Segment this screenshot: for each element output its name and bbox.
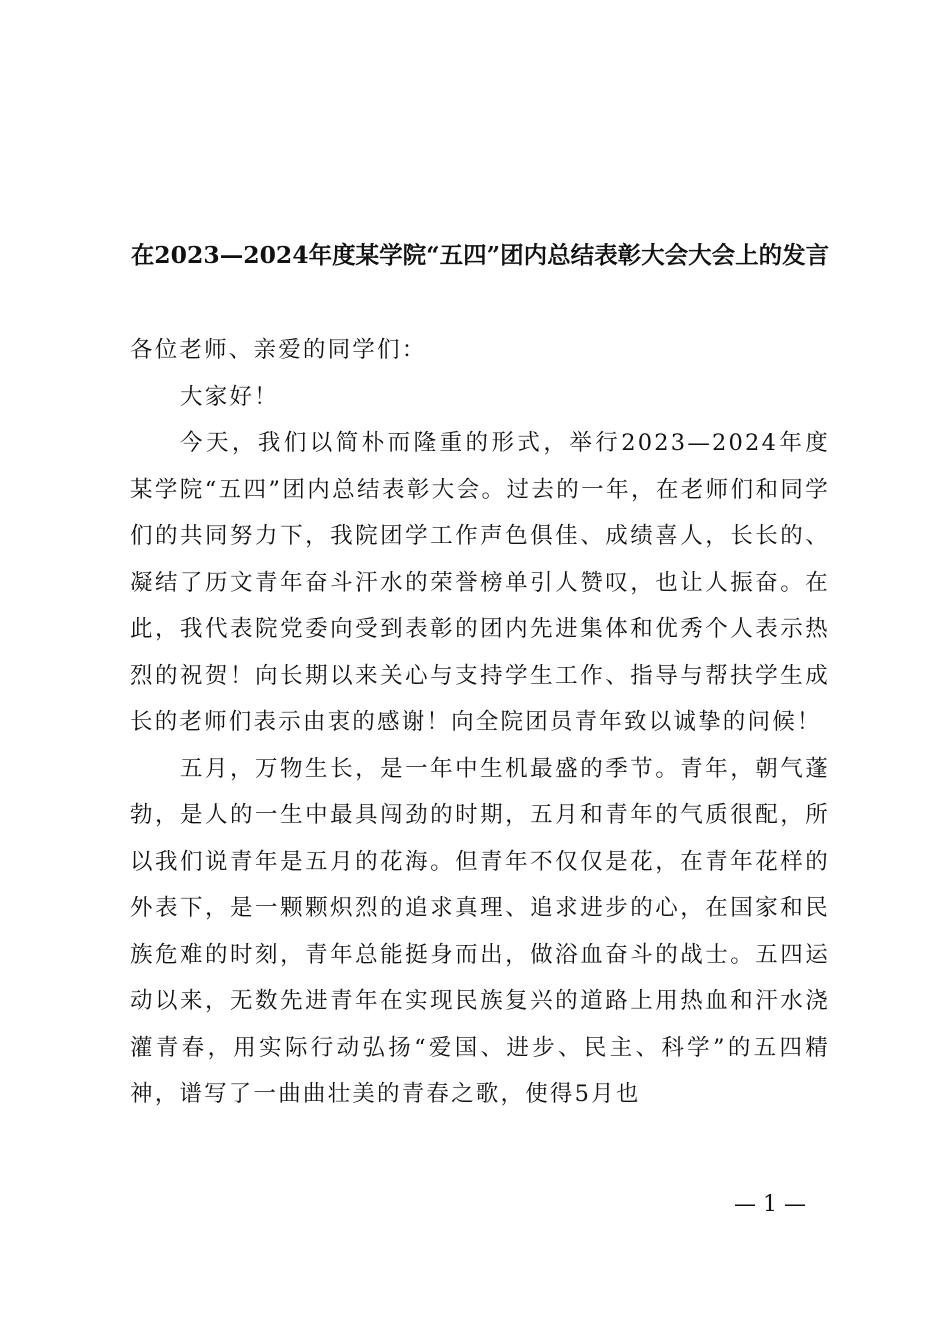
document-body (130, 327, 830, 1118)
salutation: 各位老师、亲爱的同学们： (130, 337, 427, 363)
paragraph-may-youth: 五月，万物生长，是一年中生机最盛的季节。青年，朝气蓬勃，是人的一生中最具闯劲的时期，五月和青年的气质很配，所以我们说青年是五月的花海。但青年不仅仅是花，在青年花样的外表下，是一颗颗炽烈的追求真理、追求进步的心，在国家和民族危难的时刻，青年总能挺身而出，做浴血奋斗的战士。五四运动以来，无数先进青年在实现民族复兴的道路上用热血和汗水浇灌青春，用实际行动弘扬“爱国、进步、民主、科学”的五四精神，谱写了一曲曲壮美的青春之歌，使得5月也 (130, 755, 830, 1107)
document-title: 在2023—2024年度某学院“五四”团内总结表彰大会大会上的发言 (130, 241, 830, 269)
paragraph-greeting: 大家好！ (180, 383, 279, 410)
paragraph-opening: 今天，我们以简朴而隆重的形式，举行2023—2024年度某学院“五四”团内总结表彰大会。过去的一年，在老师们和同学们的共同努力下，我院团学工作声色俱佳、成绩喜人，长长的、凝结了历文青年奋斗汗水的荣誉榜单引人赞叹，也让人振奋。在此，我代表院党委向受到表彰的团内先进集体和优秀个人表示热烈的祝贺！向长期以来关心与支持学生工作、指导与帮扶学生成长的老师们表示由衷的感谢！向全院团员青年致以诚挚的问候！ (130, 430, 830, 735)
page-number: — 1 — (734, 1192, 806, 1217)
